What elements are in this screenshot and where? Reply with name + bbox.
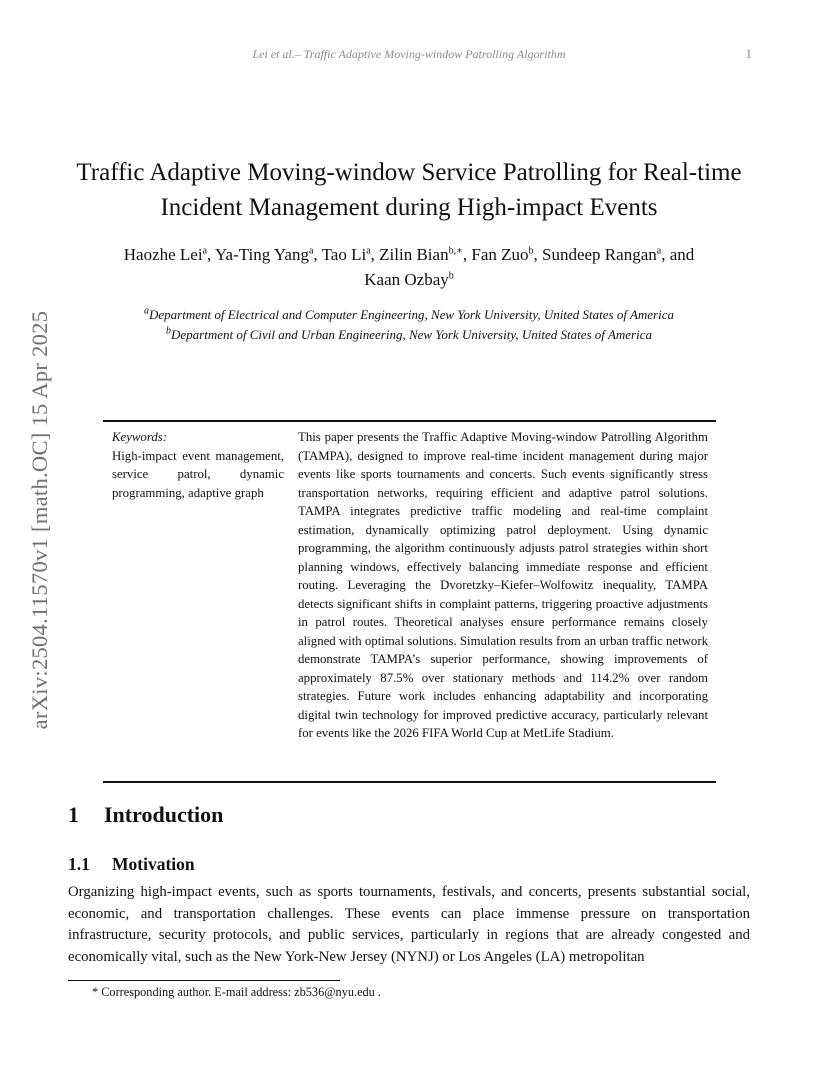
author: Haozhe Lei$^a$, (123, 245, 215, 264)
abstract-bottom-rule (103, 781, 716, 783)
author: Tao Li$^a$, (321, 245, 380, 264)
abstract-text: This paper presents the Traffic Adaptive Moving-window Patrolling Algorithm (TAMPA), designed to improve real-time incident management during major events like sports tournaments and concerts. Such events significantly stress transportation networks, requiring efficient and adaptive patrol solutions. TAMPA integrates predictive traffic modeling and real-time complaint estimation, dynamically optimizing patrol deployment. Using dynamic programming, the algorithm continuously adjusts patrol strategies within short planning windows, effectively balancing immediate response and efficient routing. Leveraging the Dvoretzky–Kiefer–Wolfowitz inequality, TAMPA detects significant shifts in complaint patterns, triggering proactive adjustments in patrol routes. Theoretical analyses ensure performance remains closely aligned with optimal solutions. Simulation results from an urban traffic network demonstrate TAMPA’s superior performance, showing improvements of approximately 87.5% over stationary methods and 114.2% over random strategies. Future work includes enhancing adaptability and incorporating digital twin technology for improved predictive accuracy, particularly relevant for events like the 2026 FIFA World Cup at MetLife Stadium. (298, 430, 708, 740)
author: Ya-Ting Yang$^a$, (214, 245, 322, 264)
abstract-top-rule (103, 420, 716, 422)
affiliation: $^b$Department of Civil and Urban Engineering, New York University, United States of America (166, 325, 652, 342)
paper-title: Traffic Adaptive Moving-window Service Patrolling for Real-time Incident Management during High-impact Events (76, 159, 742, 221)
author: Kaan Ozbay$^b$ (364, 270, 454, 289)
affiliation: $^a$Department of Electrical and Computer Engineering, New York University, United States of America (144, 305, 674, 322)
body-paragraph: Organizing high-impact events, such as sports tournaments, festivals, and concerts, presents substantial social, economic, and transportation challenges. These events can place immense pressure on transportation infrastructure, security protocols, and public services, particularly in regions that are already congested and economically vital, such as the New York-New Jersey (NYNJ) or Los Angeles (LA) metropolitan (68, 884, 750, 965)
subsection-heading: 1.1 Motivation (68, 854, 195, 874)
footnote: * Corresponding author. E-mail address: zb536@nyu.edu . (92, 985, 381, 999)
arxiv-identifier[interactable]: arXiv:2504.11570v1 [math.OC] 15 Apr 2025 (27, 310, 52, 730)
affiliations (60, 305, 758, 345)
running-header: Lei et al.– Traffic Adaptive Moving-window Patrolling Algorithm (252, 47, 566, 61)
keywords-label: Keywords: (112, 430, 167, 444)
author: Fan Zuo$^b$, (471, 245, 543, 264)
keywords-text: High-impact event management, service patrol, dynamic programming, adaptive graph (112, 448, 284, 500)
page-number: 1 (745, 46, 752, 61)
footnote-rule (68, 980, 340, 981)
author: Zilin Bian$^{b,∗}$, (379, 245, 472, 264)
keywords-block (112, 428, 284, 502)
author-list (70, 242, 748, 292)
section-heading: 1 Introduction (68, 802, 224, 827)
author: Sundeep Rangan$^a$, and (542, 245, 695, 264)
